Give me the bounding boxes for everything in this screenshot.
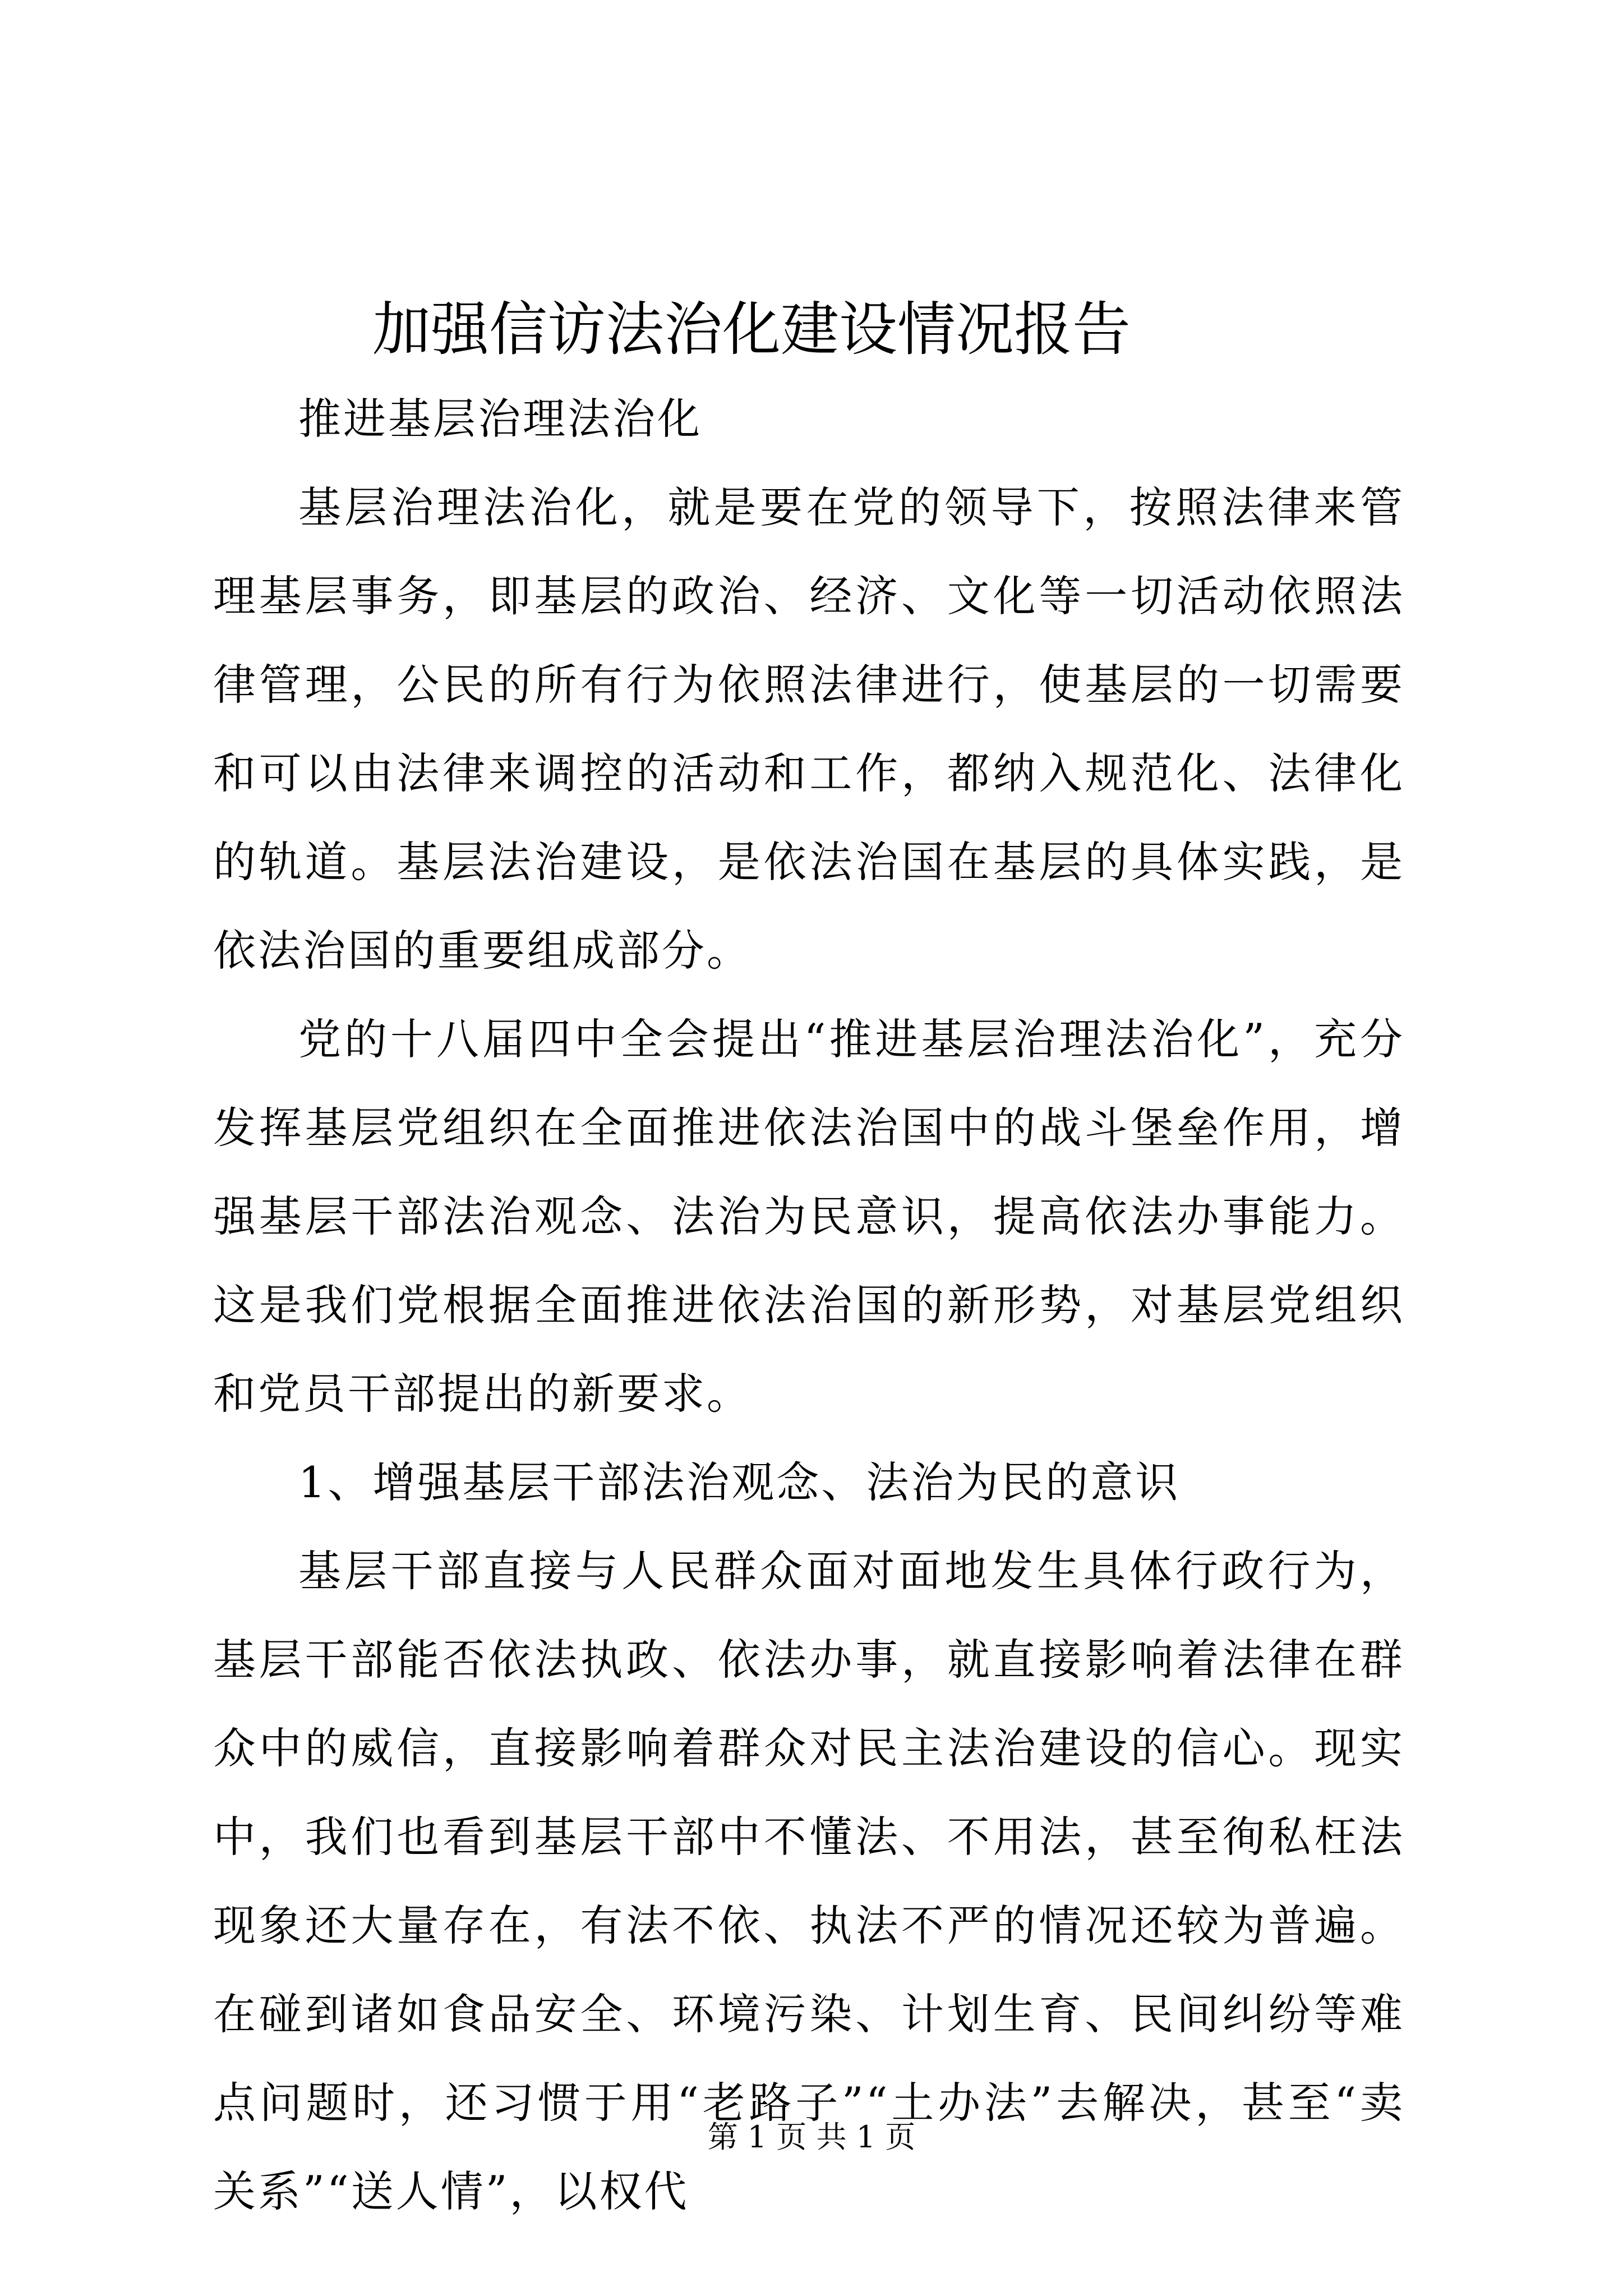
subsection-heading: 1、增强基层干部法治观念、法治为民的意识 (298, 1457, 1181, 1507)
paragraph: 基层干部直接与人民群众面对面地发生具体行政行为，基层干部能否依法执政、依法办事，就直接影响着法律在群众中的威信，直接影响着群众对民主法治建设的信心。现实中，我们也看到基层干部中不懂法、不用法，甚至徇私枉法现象还大量存在，有法不依、执法不严的情况还较为普遍。在碰到诸如食品安全、环境污染、计划生育、民间纠纷等难点问题时，还习惯于用“老路子”“土办法”去解决，甚至“卖关系”“送人情”，以权代 (213, 1546, 1405, 2216)
paragraph: 党的十八届四中全会提出“推进基层治理法治化”，充分发挥基层党组织在全面推进依法治国中的战斗堡垒作用，增强基层干部法治观念、法治为民意识，提高依法办事能力。这是我们党根据全面推进依法治国的新形势，对基层党组织和党员干部提出的新要求。 (213, 1014, 1405, 1419)
page-number: 第 1 页 共 1 页 (707, 2119, 916, 2155)
page-footer (0, 2115, 1623, 2160)
document-title: 加强信访法治化建设情况报告 (372, 295, 1131, 364)
section-heading: 推进基层治理法治化 (298, 394, 702, 444)
paragraph: 基层治理法治化，就是要在党的领导下，按照法律来管理基层事务，即基层的政治、经济、文化等一切活动依照法律管理，公民的所有行为依照法律进行，使基层的一切需要和可以由法律来调控的活动和工作，都纳入规范化、法律化的轨道。基层法治建设，是依法治国在基层的具体实践，是依法治国的重要组成部分。 (213, 482, 1405, 976)
document-body (213, 375, 1405, 2236)
